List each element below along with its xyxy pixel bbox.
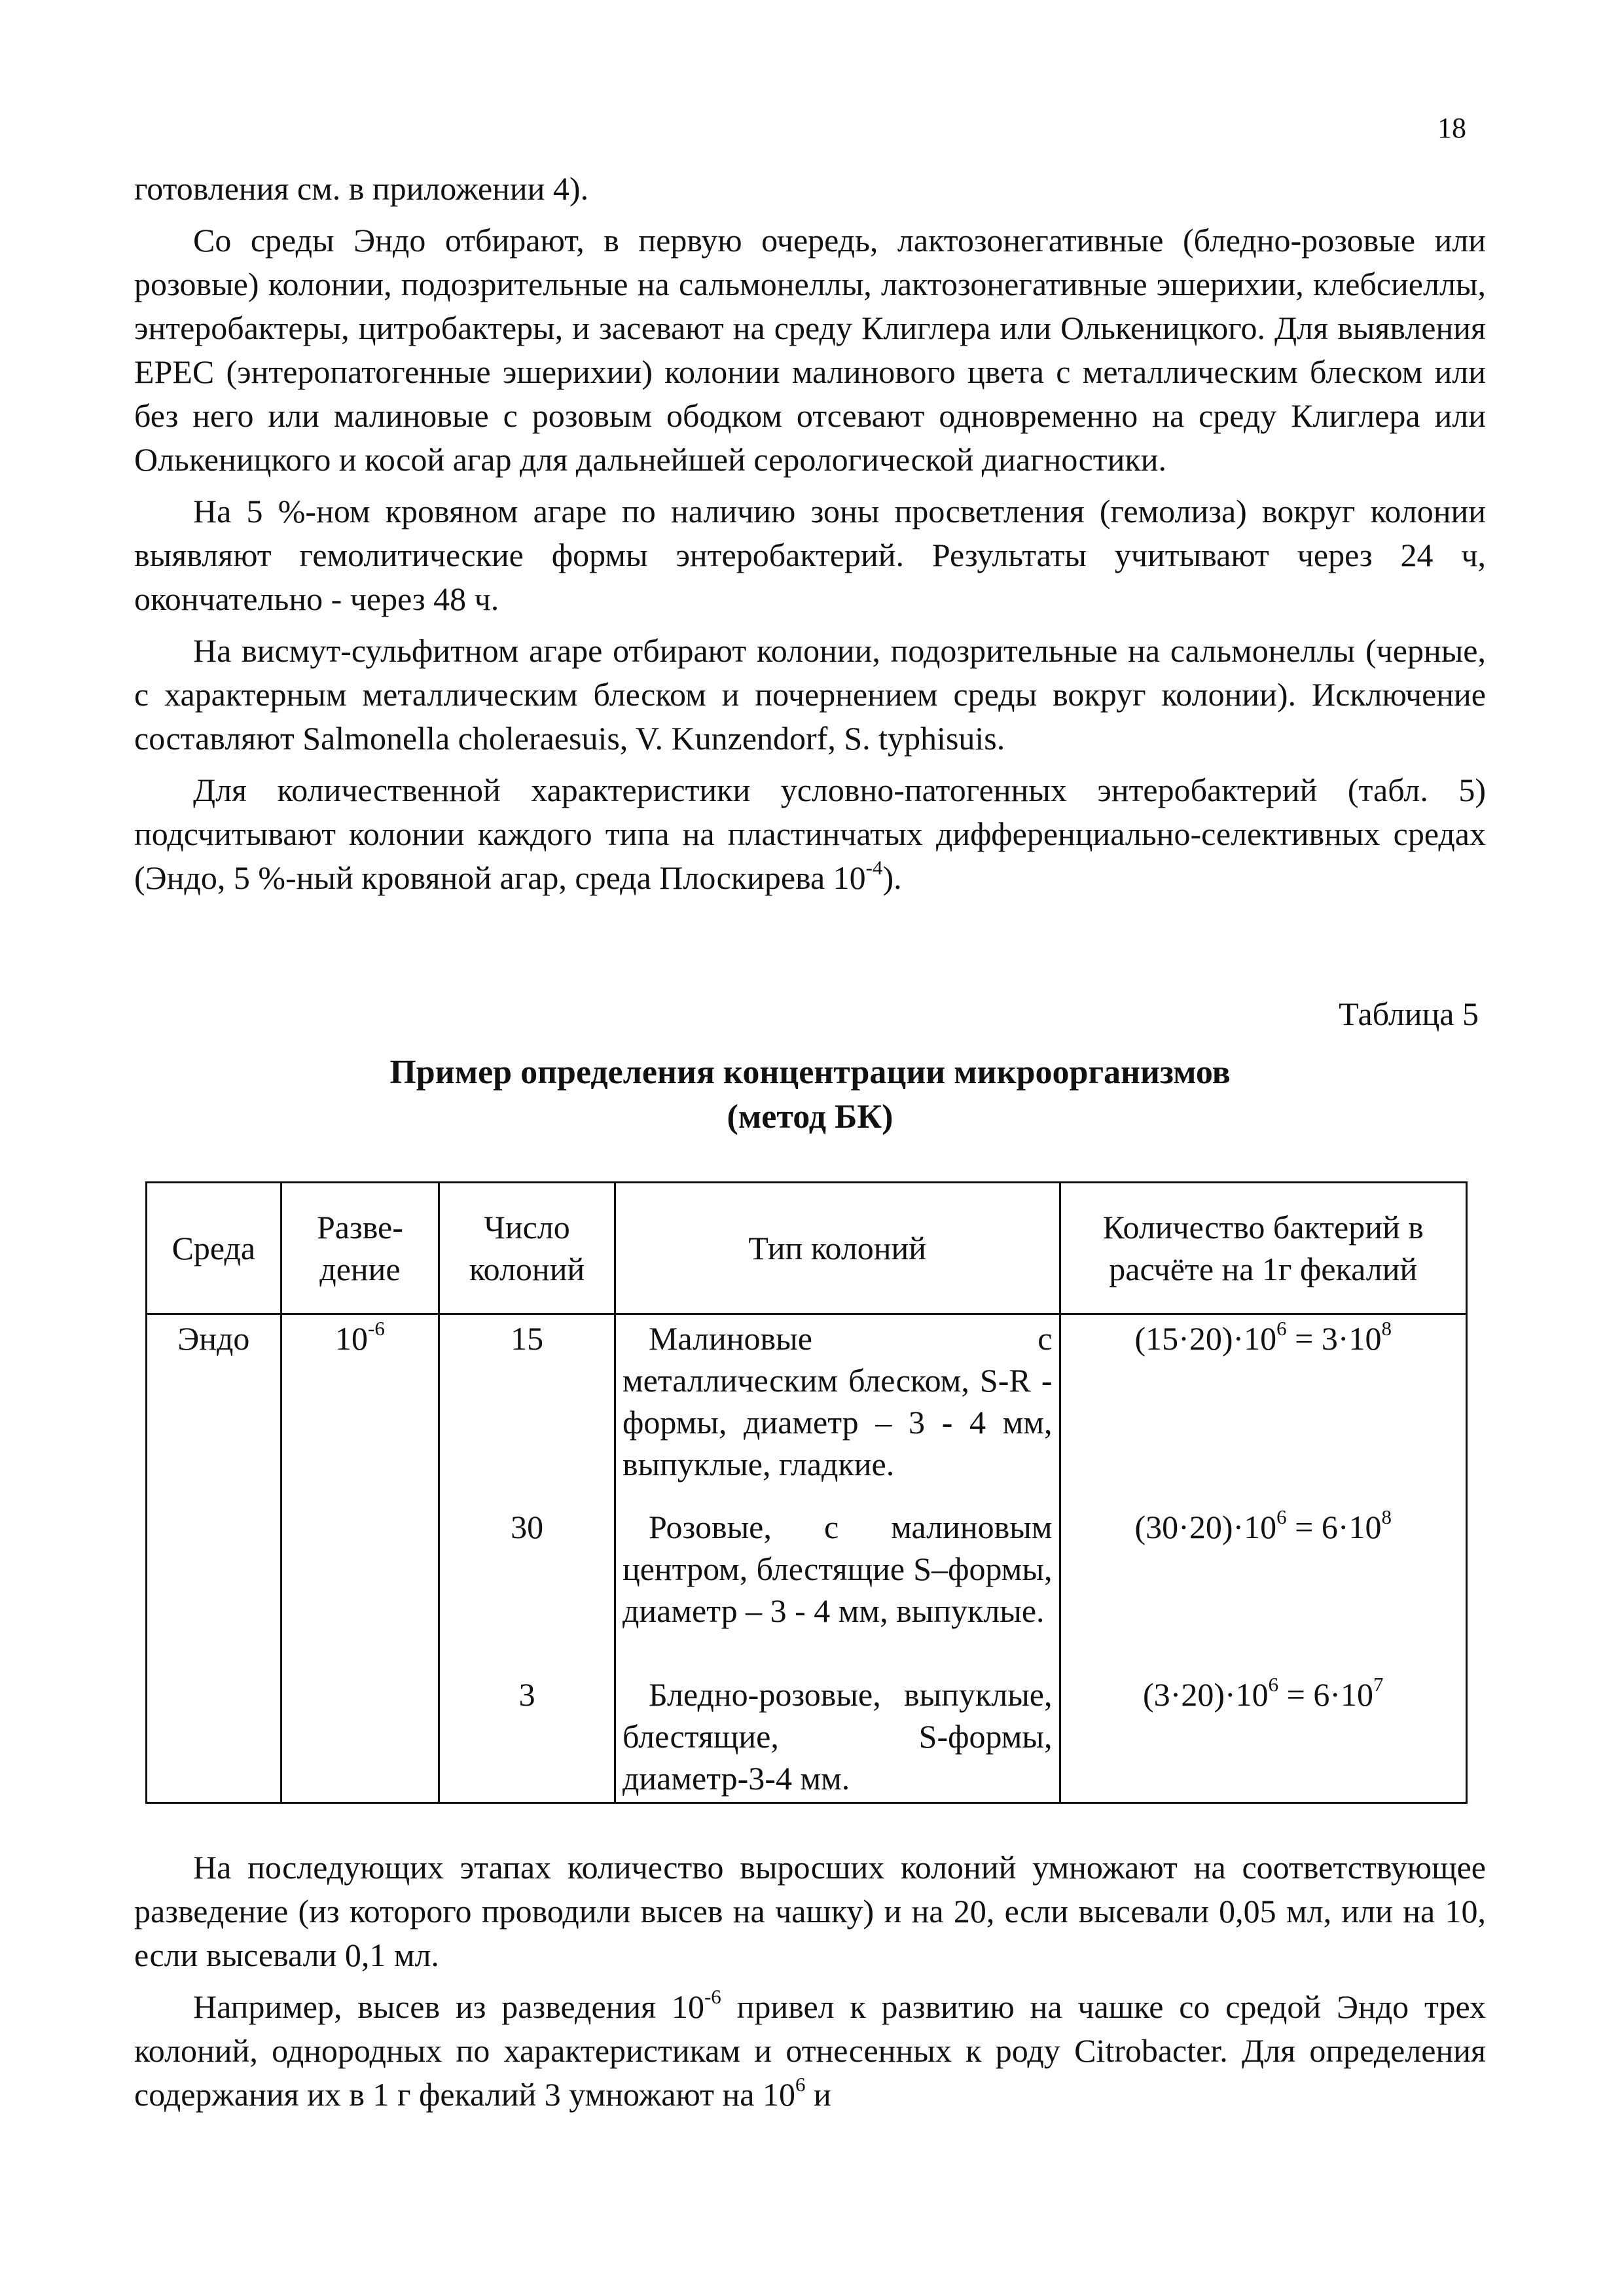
count-entry: 3	[518, 1676, 535, 1713]
paragraph: На последующих этапах количество выросших колоний умножают на соответствующее разведение (из которого проводили высев на чашку) и на 20, если высевали 0,05 мл, или на 10, если высевали 0,1 мл.	[134, 1849, 1486, 1973]
calc-entry	[1068, 1506, 1460, 1674]
superscript: -4	[865, 855, 883, 879]
text-run: (3·20)·10	[1143, 1676, 1269, 1713]
table-title	[134, 1050, 1486, 1139]
superscript: 7	[1373, 1672, 1384, 1696]
paragraph	[134, 1985, 1486, 2117]
text-run: (30·20)·10	[1134, 1509, 1277, 1545]
cell-bacteria-calcs	[1060, 1314, 1467, 1803]
colony-type-entry: Розовые, с малиновым центром, блестящие S–формы, диаметр – 3 - 4 мм, выпуклые.	[622, 1509, 1053, 1629]
header-colony-type: Тип колоний	[615, 1183, 1060, 1314]
superscript: 6	[795, 2072, 806, 2096]
table-title-line: (метод БК)	[727, 1098, 893, 1136]
text-run: (15·20)·10	[1134, 1320, 1277, 1357]
header-count: Число колоний	[439, 1183, 615, 1314]
page-number: 18	[1437, 112, 1466, 144]
text-run: = 3·10	[1286, 1320, 1382, 1357]
table-caption: Таблица 5	[1339, 996, 1479, 1032]
header-bacteria: Количество бактерий в расчёте на 1г фекалий	[1060, 1183, 1467, 1314]
colony-type-entry: Малиновые с металлическим блеском, S-R - формы, диаметр – 3 - 4 мм, выпуклые, гладкие.	[622, 1320, 1053, 1482]
superscript: 8	[1381, 1505, 1392, 1528]
superscript: -6	[368, 1316, 385, 1340]
table-header-row	[147, 1183, 1467, 1314]
paragraph: готовления см. в приложении 4).	[134, 170, 589, 207]
cell-medium: Эндо	[147, 1314, 281, 1803]
header-medium: Среда	[147, 1183, 281, 1314]
count-entry: 15	[511, 1320, 544, 1357]
text-run: Например, высев из разведения 10	[193, 1988, 704, 2025]
text-run: 10	[335, 1320, 368, 1357]
superscript: 6	[1268, 1672, 1279, 1696]
calc-entry	[1068, 1318, 1460, 1506]
superscript: -6	[704, 1984, 721, 2008]
superscript: 6	[1276, 1505, 1287, 1528]
paragraph: На 5 %-ном кровяном агаре по наличию зоны просветления (гемолиза) вокруг колонии выявляют гемолитические формы энтеробактерий. Результаты учитывают через 24 ч, окончательно - через 48 ч.	[134, 493, 1486, 617]
cell-dilution	[281, 1314, 439, 1803]
paragraph: Со среды Эндо отбирают, в первую очередь, лактозонегативные (бледно-розовые или розовые) колонии, подозрительные на сальмонеллы, лактозонегативные эшерихии, клебсиеллы, энтеробактеры, цитробактеры, и засевают на среду Клиглера или Олькеницкого. Для выявления EPEC (энтеропатогенные эшерихии) колонии малинового цвета с металлическим блеском или без него или малиновые с розовым ободком отсевают одновременно на среду Клиглера или Олькеницкого и косой агар для дальнейшей серологической диагностики.	[134, 222, 1486, 478]
superscript: 8	[1381, 1316, 1392, 1340]
header-dilution: Разве-дение	[281, 1183, 439, 1314]
paragraph: На висмут-сульфитном агаре отбирают колонии, подозрительные на сальмонеллы (черные, с характерным металлическим блеском и почернением среды вокруг колонии). Исключение составляют Salmonella choleraesuis, V. Kunzendorf, S. typhisuis.	[134, 632, 1486, 757]
text-run: и	[805, 2076, 831, 2113]
text-run: = 6·10	[1286, 1509, 1382, 1545]
data-table	[145, 1181, 1468, 1804]
text-run: = 6·10	[1278, 1676, 1373, 1713]
table-row	[147, 1314, 1467, 1803]
cell-colony-types	[615, 1314, 1060, 1803]
body-text-bottom	[134, 1846, 1486, 2117]
colony-type-entry: Бледно-розовые, выпуклые, блестящие, S-формы, диаметр-3-4 мм.	[622, 1676, 1053, 1797]
text-run: привел к развитию на чашке со средой Эндо трех колоний, однородных по характеристикам и отнесенных к роду Citrobacter. Для определения содержания их в 1 г фекалий 3 умножают на 10	[134, 1988, 1486, 2113]
calc-entry	[1068, 1674, 1460, 1715]
body-text-top	[134, 167, 1486, 900]
cell-counts	[439, 1314, 615, 1803]
count-entry: 30	[511, 1509, 544, 1545]
text-run: Для количественной характеристики условно-патогенных энтеробактерий (табл. 5) подсчитывают колонии каждого типа на пластинчатых дифференциально-селективных средах (Эндо, 5 %-ный кровяной агар, среда Плоскирева 10	[134, 772, 1486, 896]
paragraph	[134, 768, 1486, 900]
table-title-line: Пример определения концентрации микроорганизмов	[389, 1054, 1231, 1091]
superscript: 6	[1276, 1316, 1287, 1340]
text-run: ).	[882, 859, 902, 896]
